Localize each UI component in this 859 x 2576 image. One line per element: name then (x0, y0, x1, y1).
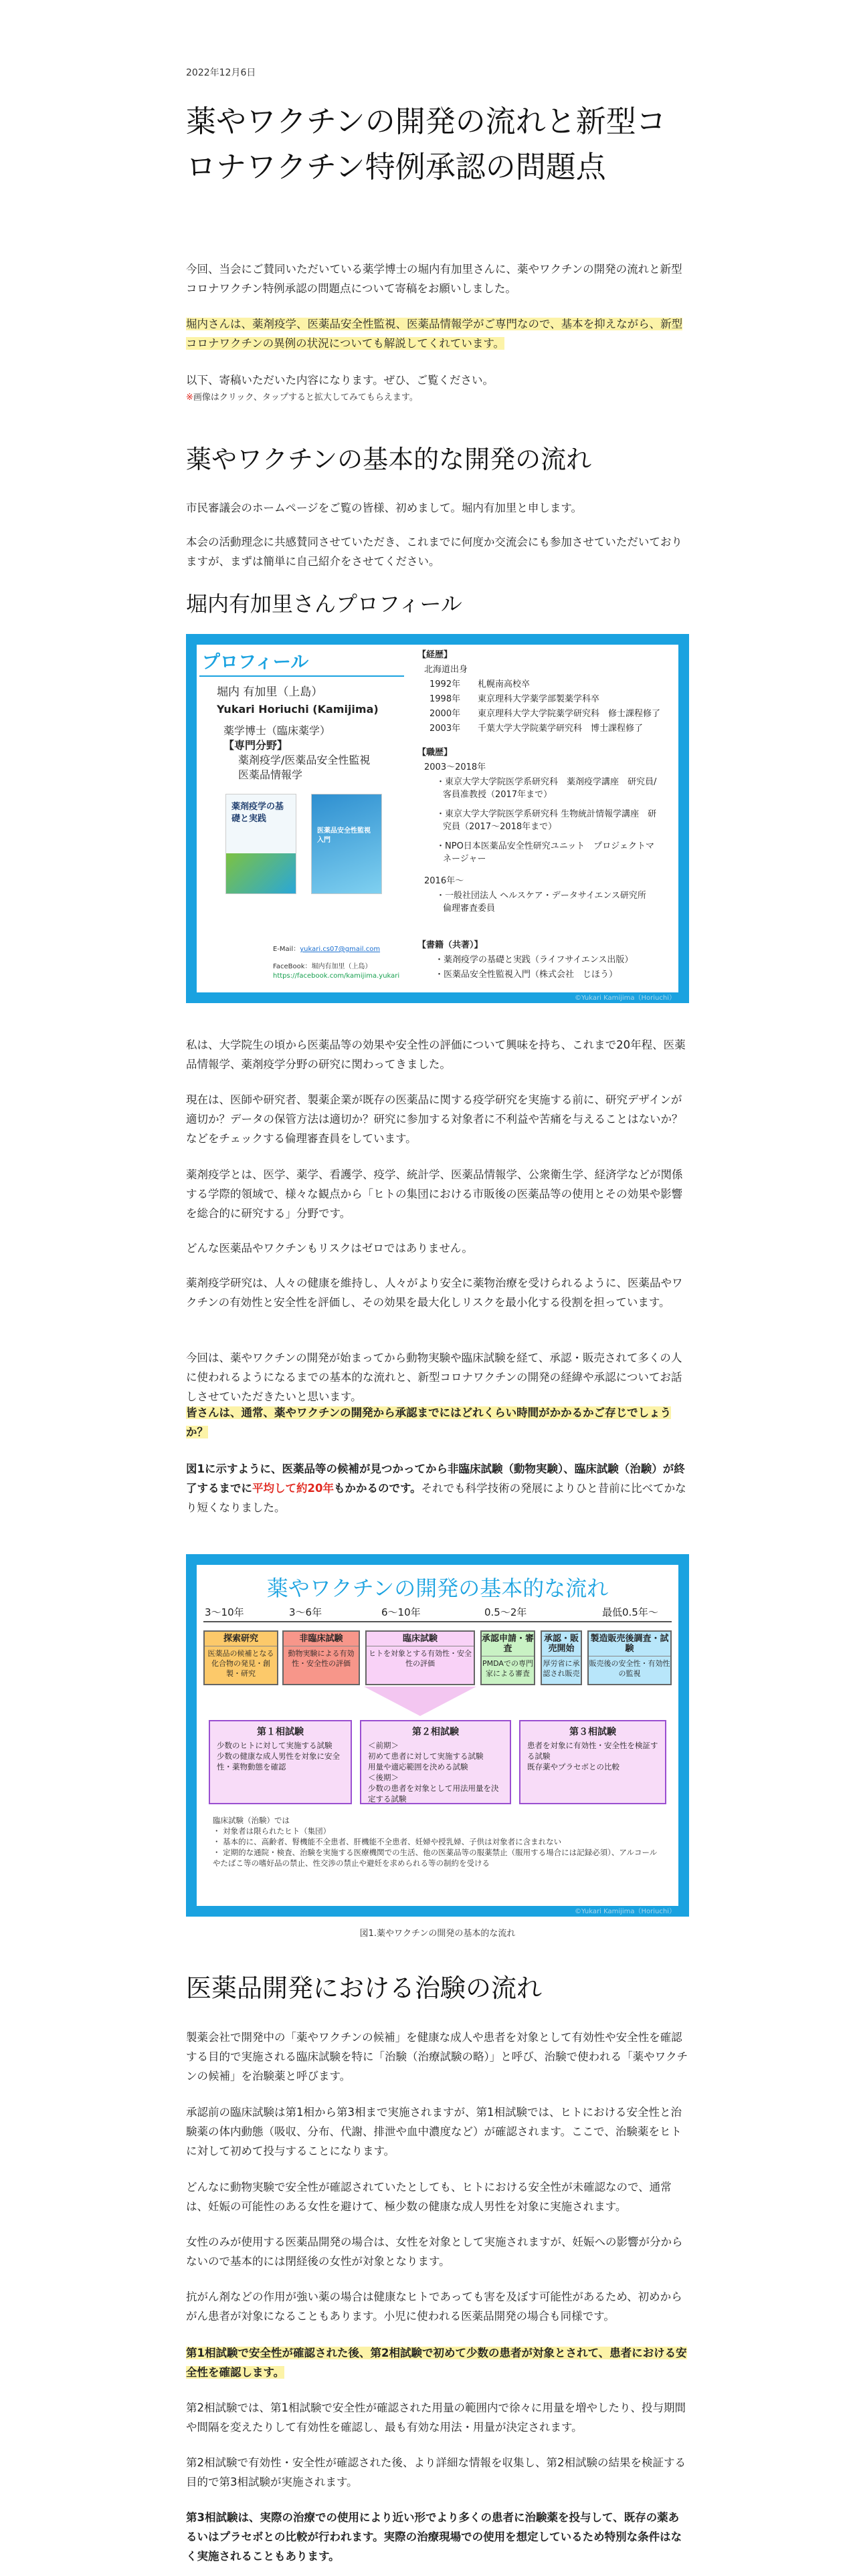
book-item: ・医薬品安全性監視入門（株式会社 じほう） (435, 970, 618, 980)
fig1-duration-red: 平均して約20年 (252, 1482, 334, 1495)
section1-paragraph-9 (186, 1403, 689, 1442)
career-year: 1992年 (430, 679, 461, 689)
stage-approval-name: 承認・販売開始 (542, 1632, 581, 1656)
image-note (186, 391, 418, 405)
book1-art (226, 853, 296, 893)
stage-postmarket-name: 製造販売後調査・試験 (589, 1632, 670, 1656)
stage-review (480, 1630, 535, 1685)
section1-paragraph-3: 私は、大学院生の頃から医薬品等の効果や安全性の評価について興味を持ち、これまで20年程、医薬品情報学、薬剤疫学分野の研究に関わってきました。 (186, 1039, 686, 1071)
note-line-1: 臨床試験（治験）では (213, 1816, 290, 1825)
figure1-caption: 図1.薬やワクチンの開発の基本的な流れ (359, 1929, 516, 1939)
career-text: 東京理科大学薬学部製薬学科卒 (478, 694, 600, 704)
timeline-axis (203, 1621, 672, 1622)
intro-paragraph-1: 今回、当会にご賛同いただいている薬学博士の堀内有加里さんに、薬やワクチンの開発の流れと新型コロナワクチン特例承認の問題点について寄稿をお願いしました。 (186, 263, 682, 295)
section1-paragraph-6: どんな医薬品やワクチンもリスクはゼロではありません。 (186, 1242, 473, 1255)
phase-1-box (209, 1720, 352, 1804)
stage-nonclinical-name: 非臨床試験 (284, 1632, 359, 1646)
note-text: 画像はクリック、タップすると拡大してみてもらえます。 (193, 393, 418, 403)
book-cover-2 (312, 794, 381, 893)
stage-clinical-name: 臨床試験 (367, 1632, 474, 1646)
section1-paragraph-5: 薬剤疫学とは、医学、薬学、看護学、疫学、統計学、医薬品情報学、公衆衛生学、経済学などが関係する学際的領域で、様々な観点から「ヒトの集団における市販後の医薬品等の使用とその効果や影響を総合的に研究する」分野です。 (186, 1168, 683, 1220)
duration-clinical: 6〜10年 (381, 1606, 421, 1618)
fig1-followup: それでも科学技術の発展によりひと昔前に比べてかなり短くなりました。 (186, 1482, 686, 1514)
section1-paragraph-10 (186, 1459, 689, 1517)
section2-paragraph-9: 第3相試験は、実際の治療での使用により近い形でより多くの患者に治験薬を投与して、既存の薬あるいはプラセボとの比較が行われます。実際の治療現場での使用を想定しているため特別な条件はなく実施されることもあります。 (186, 2511, 682, 2563)
section2-paragraph-4: 女性のみが使用する医薬品開発の場合は、女性を対象として実施されますが、妊娠への影響が分からないので基本的には閉経後の女性が対象となります。 (186, 2236, 683, 2268)
post-date: 2022年12月6日 (186, 68, 256, 78)
career-label: 【経歴】 (417, 650, 453, 660)
section-heading-trial-flow: 医薬品開発における治験の流れ (186, 1973, 543, 2003)
work-label: 【職歴】 (417, 748, 453, 758)
note-line-2: ・ 対象者は限られたヒト（集団） (213, 1826, 331, 1836)
stage-approval-desc: 厚労省に承認され販売 (543, 1659, 580, 1678)
section2-paragraph-5: 抗がん剤などの作用が強い薬の場合は健康なヒトであっても害を及ぼす可能性があるため、初めからがん患者が対象になることもあります。小児に使われる医薬品開発の場合も同様です。 (186, 2290, 682, 2323)
intro-paragraph-3: 以下、寄稿いただいた内容になります。ぜひ、ご覧ください。 (186, 374, 494, 387)
profile-heading: 堀内有加里さんプロフィール (186, 591, 462, 617)
stage-nonclinical (282, 1630, 360, 1685)
phase-3-box (519, 1720, 666, 1804)
stage-discovery-desc: 医薬品の候補となる化合物の発見・創製・研究 (207, 1649, 274, 1678)
facebook-link[interactable]: https://facebook.com/kamijima.yukari (273, 972, 400, 980)
section1-paragraph-4: 現在は、医師や研究者、製薬企業が既存の医薬品に関する疫学研究を実施する前に、研究デザインが適切か？データの保管方法は適切か？研究に参加する対象者に不利益や苦痛を与えることはないか？などをチェックする倫理審査員をしています。 (186, 1093, 683, 1145)
section2-paragraph-7: 第2相試験では、第1相試験で安全性が確認された用量の範囲内で徐々に用量を増やしたり、投与期間や間隔を変えたりして有効性を確認し、最も有効な用法・用量が決定されます。 (186, 2401, 686, 2434)
note-line-3: ・ 基本的に、高齢者、腎機能不全患者、肝機能不全患者、妊婦や授乳婦、子供は対象者に含まれない (213, 1837, 562, 1846)
profile-card-title: プロフィール (202, 652, 309, 673)
section-heading-basic-flow: 薬やワクチンの基本的な開発の流れ (186, 445, 592, 474)
clinical-trial-notes (213, 1815, 662, 1868)
book-cover-1 (226, 794, 296, 893)
email-label: E-Mail： (273, 946, 300, 953)
section2-paragraph-2: 承認前の臨床試験は第1相から第3相まで実施されますが、第1相試験では、ヒトにおける安全性と治験薬の体内動態（吸収、分布、代謝、排泄や血中濃度など）が確認されます。ここで、治験薬をヒトに対して初めて投与することになります。 (186, 2106, 682, 2157)
note-line-4: ・ 定期的な通院・検査、治験を実施する医療機関での生活、他の医薬品等の服薬禁止（服用する場合には記録必須）、アルコールやたばこ等の嗜好品の禁止、性交渉の禁止や避妊を求められる等の制約を受ける (213, 1848, 658, 1868)
section1-paragraph-1: 市民審議会のホームページをご覧の皆様、初めまして。堀内有加里と申します。 (186, 502, 583, 514)
profile-card-image[interactable] (186, 634, 689, 1003)
book2-title: 医薬品安全性監視入門 (317, 827, 371, 844)
duration-postmarket: 最低0.5年〜 (602, 1606, 658, 1618)
career-year: 2000年 (430, 709, 461, 719)
career-origin: 北海道出身 (424, 665, 468, 675)
phase-2-line-2: 初めて患者に対して実施する試験 (368, 1751, 484, 1761)
page-title: 薬やワクチンの開発の流れと新型コロナワクチン特例承認の問題点 (186, 104, 666, 185)
profile-title-underline (199, 675, 404, 677)
profile-email-line (273, 944, 380, 954)
profile-field-label: 【専門分野】 (223, 739, 288, 752)
profile-field-1: 薬剤疫学/医薬品安全性監視 (238, 754, 371, 766)
phase-1-line-2: 少数の健康な成人男性を対象に安全性・薬物動態を確認 (217, 1751, 340, 1772)
phase-2-name: 第２相試験 (412, 1727, 459, 1737)
work-item: ・一般社団法人 ヘルスケア・データサイエンス研究所 倫理審査委員 (436, 891, 655, 914)
fig1-lead-end: もかかるのです。 (333, 1482, 421, 1495)
phase-highlight: 第1相試験で安全性が確認された後、第2相試験で初めて少数の患者が対象とされて、患者における安全性を確認します。 (186, 2347, 687, 2379)
fig1-lead: 図1に示すように、医薬品等の候補が見つかってから非臨床試験（動物実験）、臨床試験（治験）が終了するまでに (186, 1463, 685, 1495)
career-text: 東京理科大学大学院薬学研究科 修士課程修了 (478, 709, 661, 719)
stage-postmarket-desc: 販売後の安全性・有効性の監視 (589, 1659, 670, 1678)
books-label: 【書籍（共著）】 (417, 940, 483, 950)
stage-discovery (203, 1630, 278, 1685)
phase-3-line-2: 既存薬やプラセボとの比較 (527, 1762, 619, 1772)
question-highlight: 皆さんは、通常、薬やワクチンの開発から承認までにはどれくらい時間がかかるかご存じでしょうか？ (186, 1406, 672, 1438)
career-year: 2003年 (430, 724, 461, 734)
phase-2-box (360, 1720, 511, 1804)
book1-title: 薬剤疫学の基礎と実践 (231, 802, 284, 824)
career-text: 千葉大学大学院薬学研究科 博士課程修了 (478, 724, 644, 734)
stage-clinical-desc: ヒトを対象とする有効性・安全性の評価 (369, 1649, 472, 1668)
work-period-1: 2003〜2018年 (424, 762, 486, 772)
intro-highlight: 堀内さんは、薬剤疫学、医薬品安全性監視、医薬品情報学がご専門なので、基本を抑えながら、新型コロナワクチンの異例の状況についても解説してくれています。 (186, 318, 683, 350)
work-item: ・NPO日本医薬品安全性研究ユニット プロジェクトマネージャー (436, 841, 655, 864)
phase-1-line-1: 少数のヒトに対して実施する試験 (217, 1741, 332, 1750)
work-period-2: 2016年〜 (424, 876, 464, 886)
career-year: 1998年 (430, 694, 461, 704)
section1-paragraph-7: 薬剤疫学研究は、人々の健康を維持し、人々がより安全に薬物治療を受けられるように、医薬品やワクチンの有効性と安全性を評価し、その効果を最大化しリスクを最小化する役割を担っています。 (186, 1277, 683, 1309)
section2-paragraph-6 (186, 2343, 689, 2382)
stage-discovery-name: 探索研究 (205, 1632, 277, 1646)
profile-credit: ©Yukari Kamijima（Horiuchi） (574, 994, 676, 1002)
phase-2-line-3: 用量や適応範囲を決める試験 (368, 1762, 468, 1772)
section2-paragraph-3: どんなに動物実験で安全性が確認されていたとしても、ヒトにおける安全性が未確認なので、通常は、妊娠の可能性のある女性を避けて、極少数の健康な成人男性を対象に実施されます。 (186, 2181, 672, 2213)
book-item: ・薬剤疫学の基礎と実践（ライフサイエンス出版） (435, 955, 634, 965)
facebook-label: FaceBook：堀内有加里（上島） (273, 963, 372, 970)
flow-figure-title: 薬やワクチンの開発の基本的な流れ (266, 1576, 609, 1601)
phase-2-line-1: ＜前期＞ (368, 1741, 399, 1750)
phase-3-name: 第３相試験 (569, 1727, 616, 1737)
phase-2-line-5: 少数の患者を対象として用法用量を決定する試験 (368, 1784, 499, 1804)
flow-credit: ©Yukari Kamijima（Horiuchi） (574, 1908, 676, 1915)
note-mark: ※ (186, 393, 193, 403)
profile-name-jp: 堀内 有加里（上島） (217, 685, 323, 699)
duration-discovery: 3〜10年 (205, 1606, 244, 1618)
profile-degree: 薬学博士（臨床薬学） (223, 724, 331, 737)
section1-paragraph-2: 本会の活動理念に共感賛同させていただき、これまでに何度か交流会にも参加させていただいておりますが、まずは簡単に自己紹介をさせてください。 (186, 536, 682, 568)
duration-review: 0.5〜2年 (484, 1606, 527, 1618)
profile-name-en: Yukari Horiuchi (Kamijima) (217, 703, 379, 716)
stage-review-name: 承認申請・審査 (482, 1632, 534, 1656)
work-item: ・東京大学大学院医学系研究科 生物統計情報学講座 研究員（2017〜2018年まで） (436, 809, 657, 832)
section2-paragraph-8: 第2相試験で有効性・安全性が確認された後、より詳細な情報を収集し、第2相試験の結果を検証する目的で第3相試験が実施されます。 (186, 2456, 686, 2488)
clinical-expand-arrow (364, 1687, 476, 1716)
stage-clinical (365, 1630, 475, 1685)
phase-2-line-4: ＜後期＞ (368, 1773, 399, 1782)
email-link[interactable]: yukari.cs07@gmail.com (300, 946, 381, 953)
intro-paragraph-2 (186, 314, 689, 353)
duration-nonclinical: 3〜6年 (289, 1606, 322, 1618)
work-item: ・東京大学大学院医学系研究科 薬剤疫学講座 研究員/客員准教授（2017年まで） (436, 777, 657, 800)
phase-1-name: 第１相試験 (257, 1727, 304, 1737)
profile-field-2: 医薬品情報学 (238, 768, 303, 781)
stage-review-desc: PMDAでの専門家による審査 (482, 1659, 533, 1678)
section1-paragraph-8: 今回は、薬やワクチンの開発が始まってから動物実験や臨床試験を経て、承認・販売されて多くの人に使われるようになるまでの基本的な流れと、新型コロナワクチンの開発の経緯や承認についてお話しさせていただきたいと思います。 (186, 1352, 682, 1403)
phase-3-line-1: 患者を対象に有効性・安全性を検証する試験 (527, 1741, 658, 1761)
stage-approval (541, 1630, 582, 1685)
stage-postmarket (587, 1630, 672, 1685)
development-flow-image[interactable] (186, 1554, 689, 1917)
stage-nonclinical-desc: 動物実験による有効性・安全性の評価 (288, 1649, 355, 1668)
section2-paragraph-1: 製薬会社で開発中の「薬やワクチンの候補」を健康な成人や患者を対象として有効性や安全性を確認する目的で実施される臨床試験を特に「治験（治療試験の略）」と呼び、治験で使われる「薬やワクチンの候補」を治験薬と呼びます。 (186, 2031, 688, 2082)
career-text: 札幌南高校卒 (478, 679, 531, 689)
